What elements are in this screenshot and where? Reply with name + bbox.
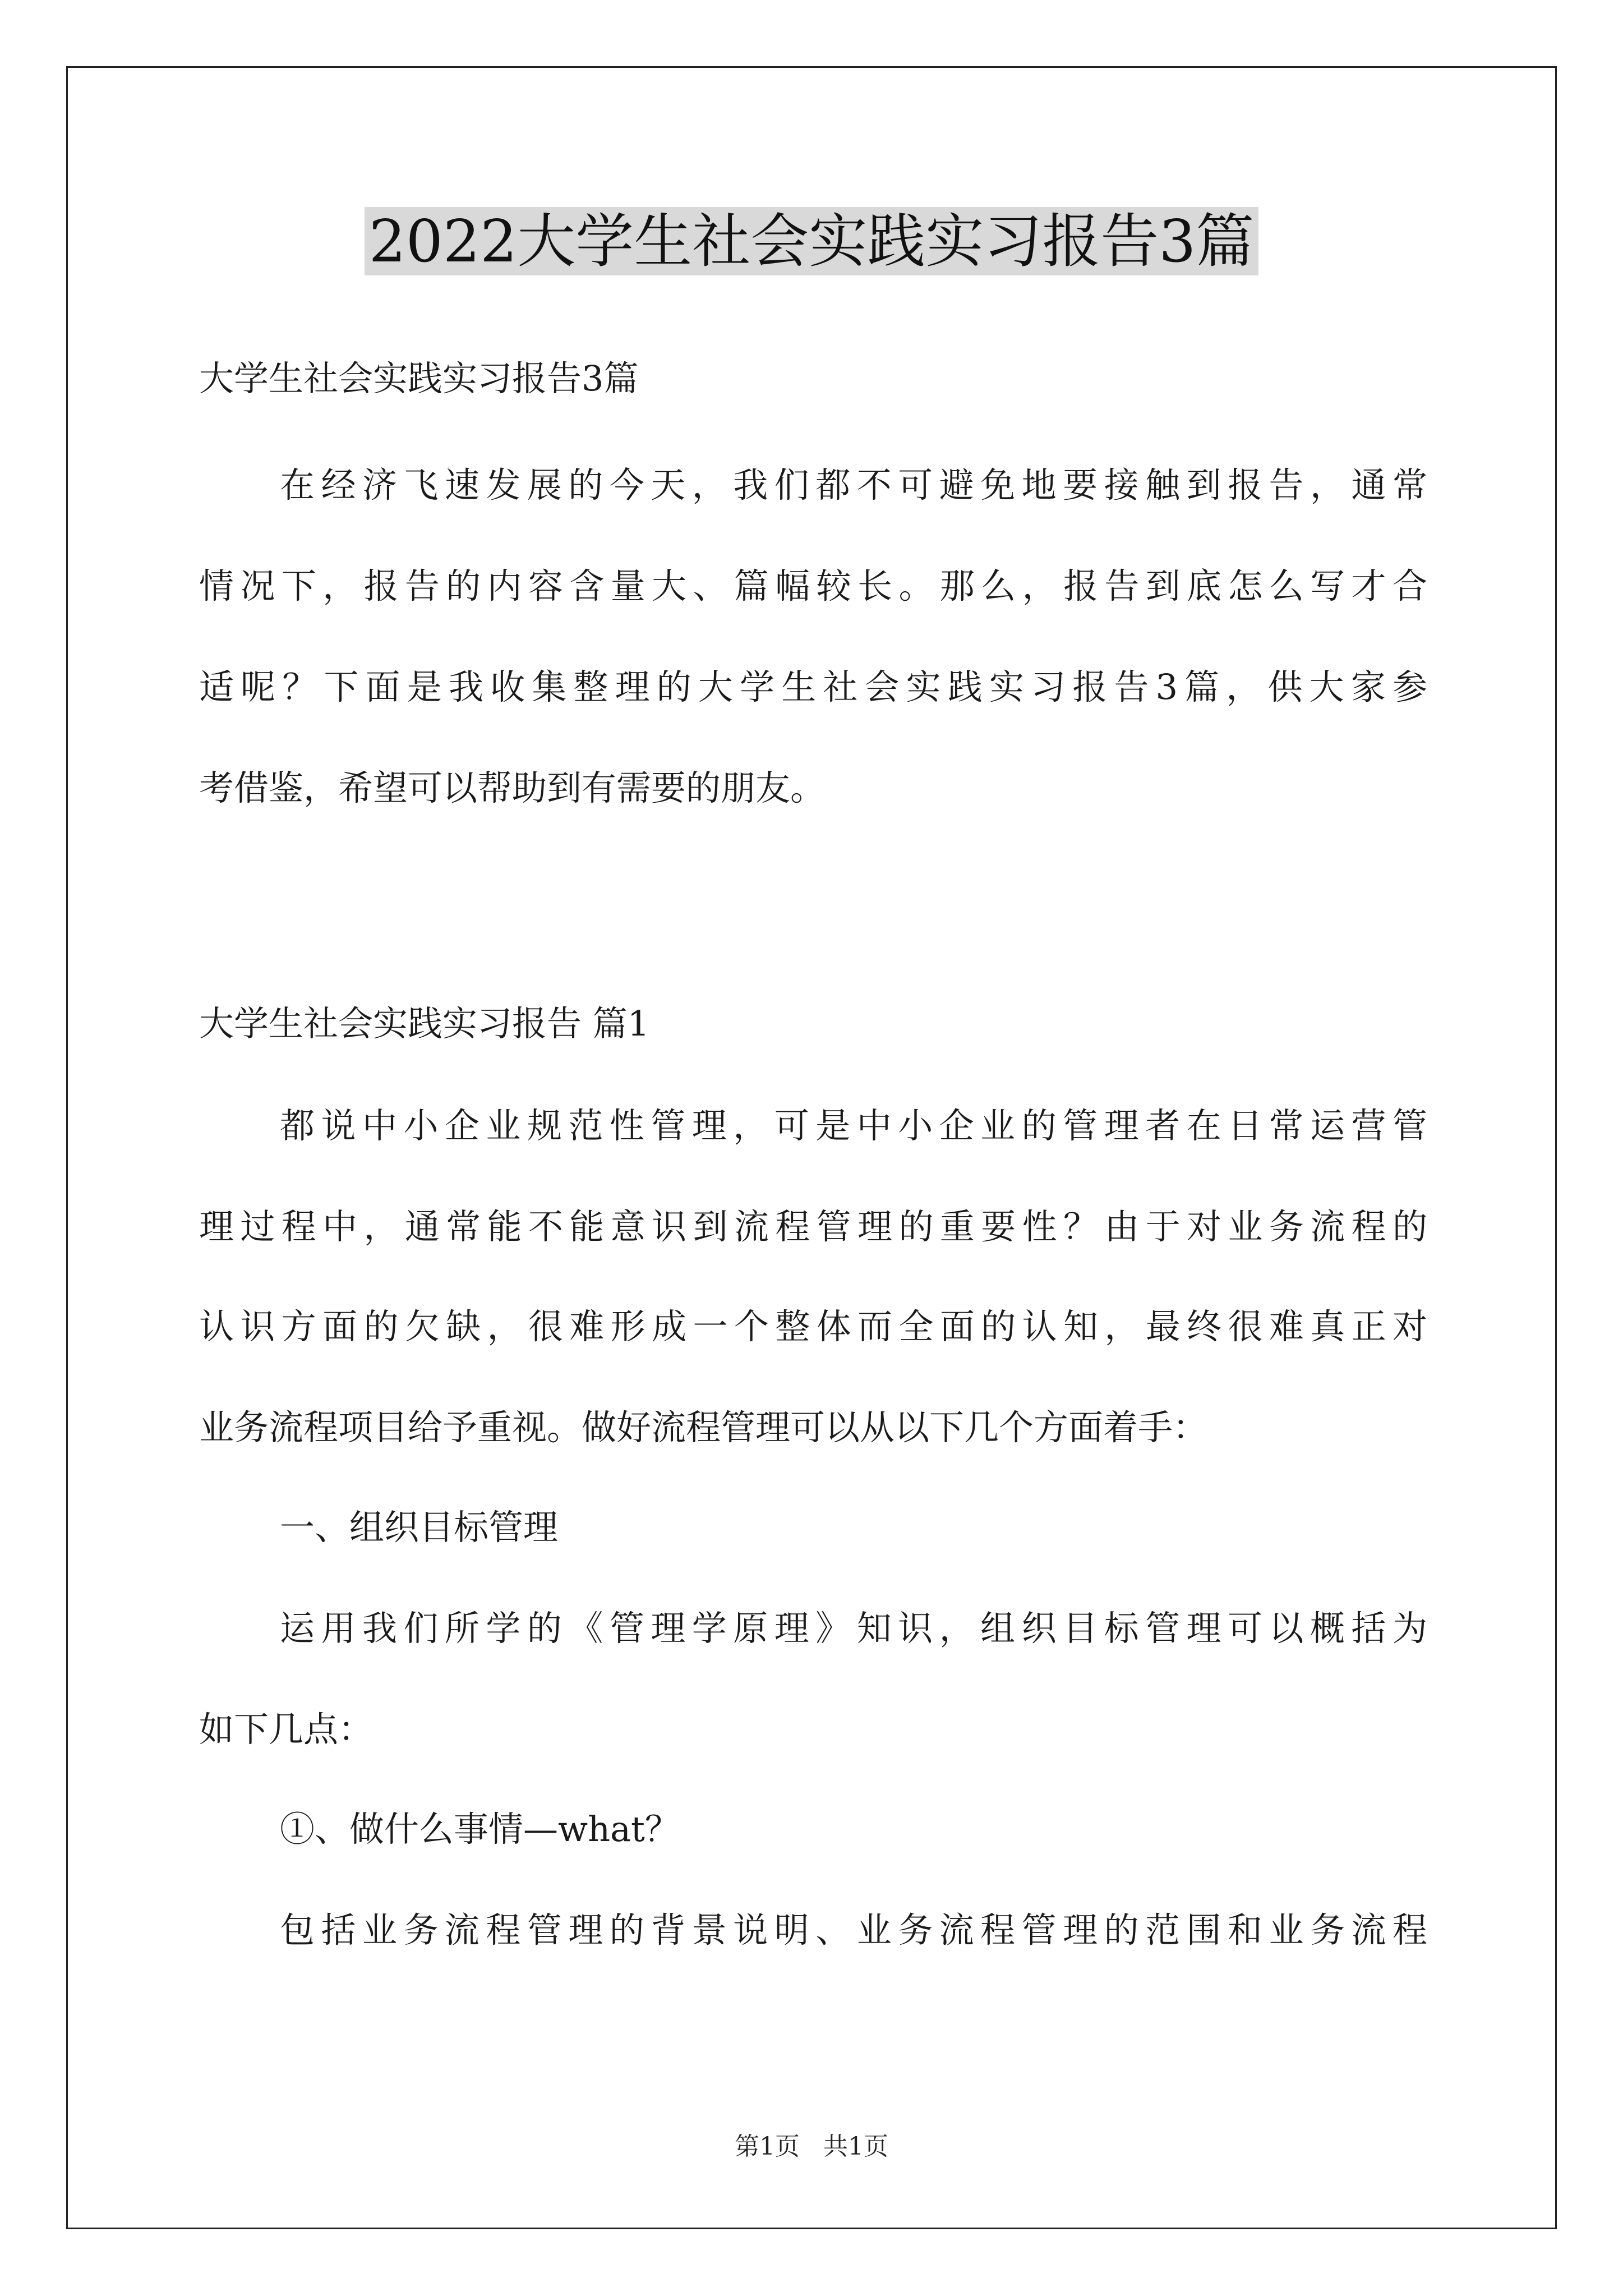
document-title-text: 2022大学生社会实践实习报告3篇 [365, 207, 1259, 275]
point-heading: 一、组织目标管理 [280, 1507, 559, 1548]
page-footer [0, 2126, 1623, 2162]
section-line: 理过程中，通常能不能意识到流程管理的重要性？由于对业务流程的 [199, 1206, 1427, 1247]
section-line: 都说中小企业规范性管理，可是中小企业的管理者在日常运营管 [280, 1105, 1427, 1146]
principle-line: 运用我们所学的《管理学原理》知识，组织目标管理可以概括为 [280, 1608, 1427, 1649]
body-line: 包括业务流程管理的背景说明、业务流程管理的范围和业务流程 [280, 1910, 1427, 1950]
intro-line: 考借鉴，希望可以帮助到有需要的朋友。 [199, 767, 826, 808]
section-line: 认识方面的欠缺，很难形成一个整体而全面的认知，最终很难真正对 [199, 1306, 1427, 1347]
section-heading: 大学生社会实践实习报告 篇1 [199, 1003, 650, 1044]
section-line: 业务流程项目给予重视。做好流程管理可以从以下几个方面着手： [199, 1407, 1208, 1448]
principle-line: 如下几点： [199, 1709, 374, 1750]
intro-line: 在经济飞速发展的今天，我们都不可避免地要接触到报告，通常 [280, 464, 1427, 505]
page-number: 第1页 共1页 [735, 2132, 888, 2161]
intro-line: 适呢？下面是我收集整理的大学生社会实践实习报告3篇，供大家参 [199, 666, 1427, 707]
list-item: ①、做什么事情—what？ [280, 1809, 680, 1849]
intro-line: 情况下，报告的内容含量大、篇幅较长。那么，报告到底怎么写才合 [199, 565, 1427, 606]
document-subtitle: 大学生社会实践实习报告3篇 [199, 358, 639, 399]
document-title [0, 205, 1623, 278]
